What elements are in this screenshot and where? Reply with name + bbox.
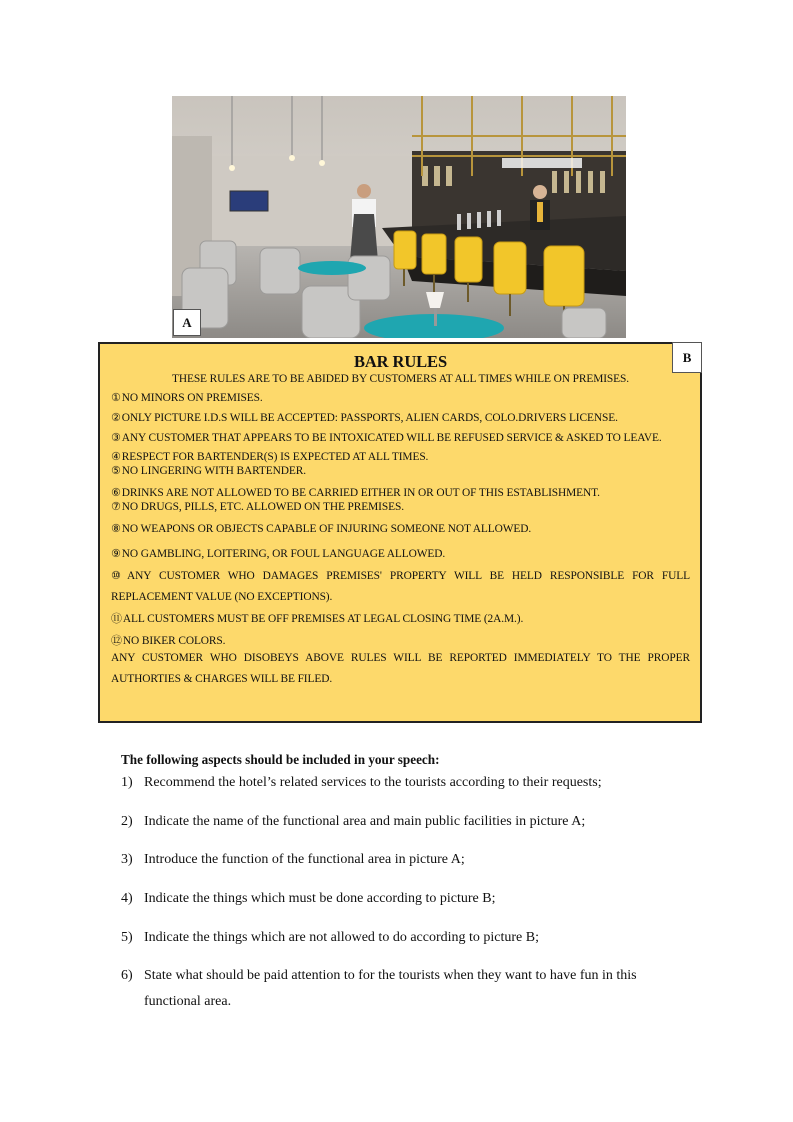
rule-item: ⑥DRINKS ARE NOT ALLOWED TO BE CARRIED EITHER IN OR OUT OF THIS ESTABLISHMENT. [111, 486, 600, 499]
rule-item: ③ANY CUSTOMER THAT APPEARS TO BE INTOXICATED WILL BE REFUSED SERVICE & ASKED TO LEAVE. [111, 431, 662, 444]
speech-item: 1) Recommend the hotel’s related services to the tourists according to their requests; [121, 775, 602, 790]
picture-a-label: A [173, 309, 201, 336]
rules-intro: THESE RULES ARE TO BE ABIDED BY CUSTOMERS AT ALL TIMES WHILE ON PREMISES. [171, 373, 630, 385]
rule-item: ②ONLY PICTURE I.D.S WILL BE ACCEPTED: PASSPORTS, ALIEN CARDS, COLO.DRIVERS LICENSE. [111, 411, 618, 424]
rule-item: ④RESPECT FOR BARTENDER(S) IS EXPECTED AT ALL TIMES. [111, 450, 429, 463]
speech-item: 4) Indicate the things which must be done according to picture B; [121, 891, 496, 906]
speech-heading: The following aspects should be included in your speech: [121, 752, 440, 767]
bar-rules-sign [98, 342, 702, 723]
rule-item: ⑤NO LINGERING WITH BARTENDER. [111, 464, 306, 477]
rule-item: ⑫NO BIKER COLORS. [111, 634, 226, 647]
speech-item: 2) Indicate the name of the functional area and main public facilities in picture A; [121, 814, 586, 829]
rules-title: BAR RULES [353, 352, 448, 371]
bar-scene-illustration [172, 96, 626, 338]
speech-item: 5) Indicate the things which are not allowed to do according to picture B; [121, 930, 539, 945]
rules-closing: ANY CUSTOMER WHO DISOBEYS ABOVE RULES WILL BE REPORTED IMMEDIATELY TO THE PROPER AUTHORTIES & CHARGES WILL BE FILED. [111, 652, 690, 685]
rule-item: ⑧NO WEAPONS OR OBJECTS CAPABLE OF INJURING SOMEONE NOT ALLOWED. [111, 522, 532, 535]
rule-item: ⑪ALL CUSTOMERS MUST BE OFF PREMISES AT LEGAL CLOSING TIME (2A.M.). [111, 612, 524, 625]
rule-item: ⑩ANY CUSTOMER WHO DAMAGES PREMISES' PROPERTY WILL BE HELD RESPONSIBLE FOR FULL REPLACEMENT VALUE (NO EXCEPTIONS). [111, 569, 690, 603]
speech-item: 6) State what should be paid attention to for the tourists when they want to have fun in this functional area. [121, 968, 637, 1009]
rule-item: ⑨NO GAMBLING, LOITERING, OR FOUL LANGUAGE ALLOWED. [111, 547, 446, 560]
bar-photo [172, 96, 626, 338]
speech-item: 3) Introduce the function of the functional area in picture A; [121, 852, 465, 867]
rule-item: ①NO MINORS ON PREMISES. [111, 391, 263, 404]
rule-item: ⑦NO DRUGS, PILLS, ETC. ALLOWED ON THE PREMISES. [111, 500, 404, 513]
picture-b-label: B [672, 342, 702, 373]
